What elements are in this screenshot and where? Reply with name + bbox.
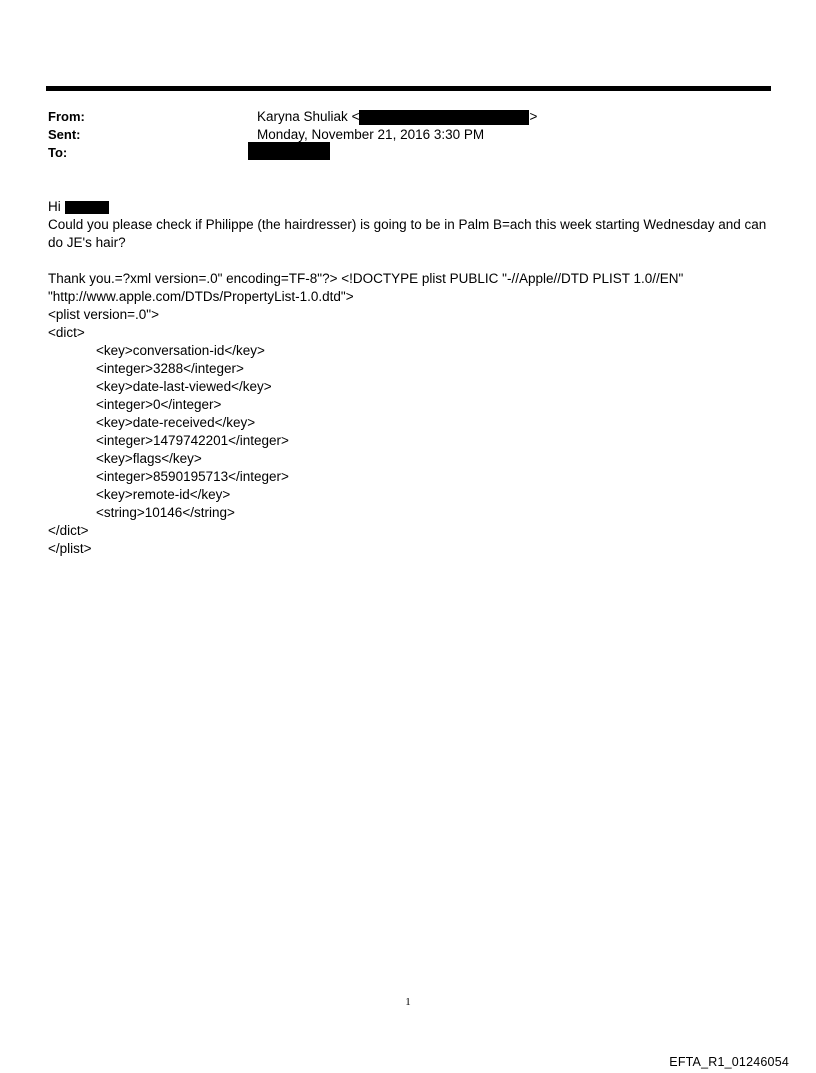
message-body (48, 198, 768, 558)
sent-value: Monday, November 21, 2016 3:30 PM (257, 127, 485, 142)
message-paragraph: Could you please check if Philippe (the hairdresser) is going to be in Palm B=ach this week starting Wednesday and can do JE's hair? (48, 217, 767, 250)
redacted-greeting-name (65, 201, 109, 214)
header-rule (46, 86, 771, 91)
sender-name: Karyna Shuliak (257, 109, 348, 124)
xml-indented-line: <key>flags</key> (96, 451, 202, 466)
xml-line: <plist version=.0"> (48, 307, 159, 322)
xml-indented-line: <integer>8590195713</integer> (96, 469, 289, 484)
sender-bracket-close: > (529, 109, 538, 124)
greeting-line (48, 198, 768, 216)
xml-indented-line: <key>date-last-viewed</key> (96, 379, 272, 394)
page-number: 1 (405, 996, 411, 1008)
xml-line: "http://www.apple.com/DTDs/PropertyList-1.0.dtd"> (48, 289, 354, 304)
sender-bracket-open: < (351, 109, 360, 124)
xml-indented-line: <integer>1479742201</integer> (96, 433, 289, 448)
sent-label: Sent: (48, 127, 81, 142)
xml-line: </dict> (48, 523, 89, 538)
document-id-stamp: EFTA_R1_01246054 (669, 1055, 789, 1069)
closing-line: Thank you.=?xml version=.0" encoding=TF-8"?> <!DOCTYPE plist PUBLIC "-//Apple//DTD PLIST 1.0//EN" (48, 271, 684, 286)
xml-indented-line: <integer>3288</integer> (96, 361, 244, 376)
from-label: From: (48, 109, 85, 124)
xml-indented-line: <integer>0</integer> (96, 397, 222, 412)
xml-indented-line: <key>remote-id</key> (96, 487, 231, 502)
xml-indented-line: <string>10146</string> (96, 505, 235, 520)
redacted-email (359, 110, 529, 125)
xml-indented-line: <key>conversation-id</key> (96, 343, 265, 358)
greeting-text: Hi (48, 199, 61, 214)
redacted-recipient (248, 142, 330, 160)
xml-line: </plist> (48, 541, 92, 556)
to-label: To: (48, 145, 68, 160)
xml-indented-line: <key>date-received</key> (96, 415, 256, 430)
xml-line: <dict> (48, 325, 85, 340)
from-value (257, 108, 537, 126)
